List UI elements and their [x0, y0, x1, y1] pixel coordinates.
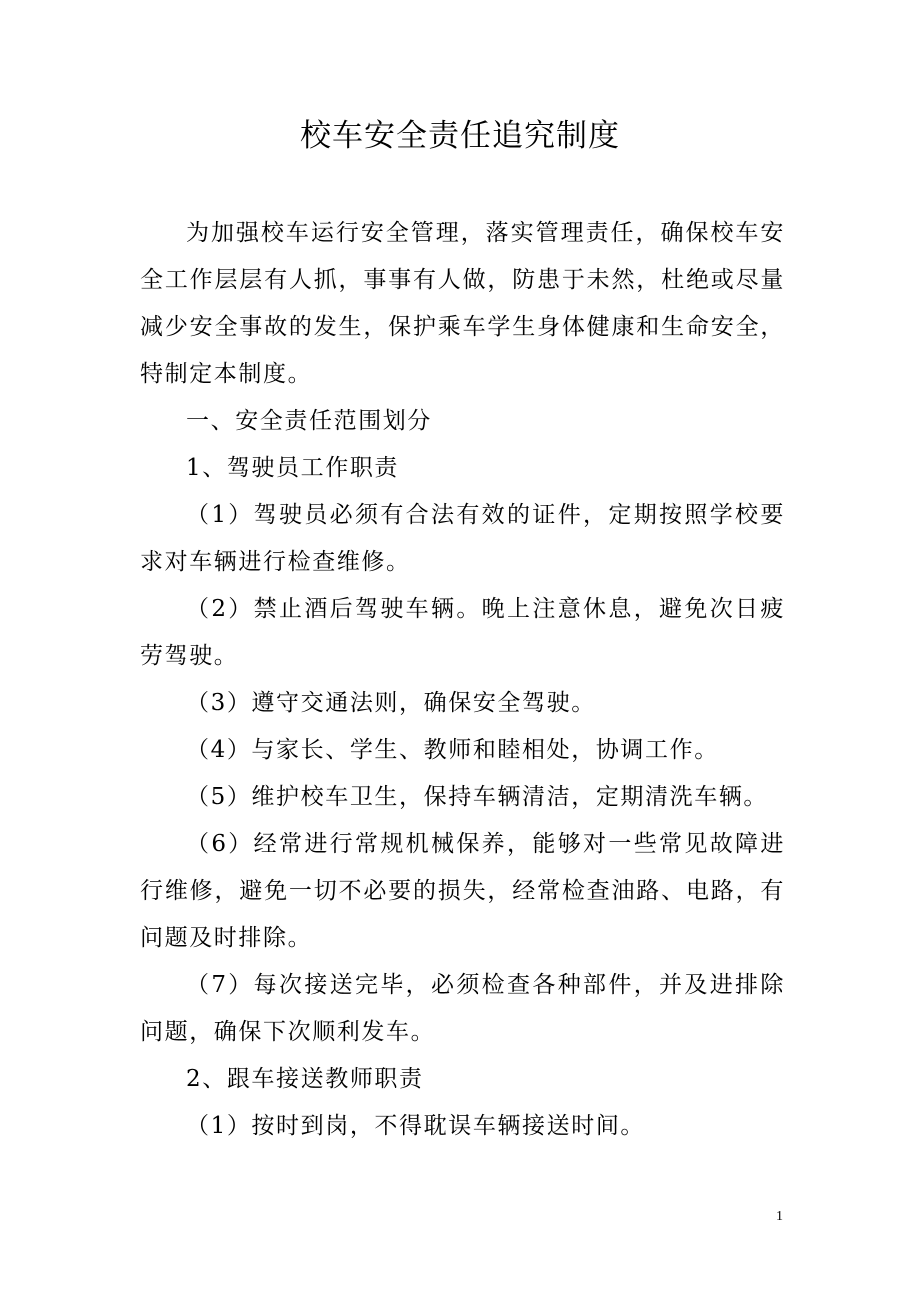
duty-item: （5）维护校车卫生，保持车辆清洁，定期清洗车辆。: [186, 784, 769, 810]
duty-item: （6）经常进行常规机械保养，能够对一些常见故障进行维修，避免一切不必要的损失，经常检查油路、电路，有问题及时排除。: [140, 831, 785, 951]
section-heading: 一、安全责任范围划分: [186, 408, 432, 434]
duty-item: （2）禁止酒后驾驶车辆。晚上注意休息，避免次日疲劳驾驶。: [140, 596, 785, 669]
duty-item: （4）与家长、学生、教师和睦相处，协调工作。: [186, 737, 719, 763]
intro-paragraph: 为加强校车运行安全管理，落实管理责任，确保校车安全工作层层有人抓，事事有人做，防患于未然，杜绝或尽量减少安全事故的发生，保护乘车学生身体健康和生命安全，特制定本制度。: [140, 220, 785, 387]
duty-item: （3）遵守交通法则，确保安全驾驶。: [186, 690, 596, 716]
document-title: 校车安全责任追究制度: [300, 118, 620, 154]
duty-item: （1）驾驶员必须有合法有效的证件，定期按照学校要求对车辆进行检查维修。: [140, 502, 785, 575]
duty-item: （7）每次接送完毕，必须检查各种部件，并及进排除问题，确保下次顺利发车。: [140, 972, 785, 1045]
duty-item: （1）按时到岗，不得耽误车辆接送时间。: [186, 1113, 646, 1139]
page-number: 1: [776, 1209, 783, 1224]
subsection-heading: 1、驾驶员工作职责: [186, 455, 400, 481]
document-body: [140, 210, 785, 1150]
subsection-heading: 2、跟车接送教师职责: [186, 1066, 424, 1092]
